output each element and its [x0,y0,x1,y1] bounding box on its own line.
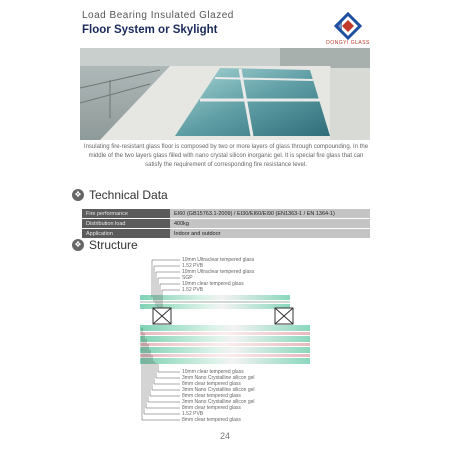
table-row: Distribution load 400kg [82,219,370,229]
logo-icon [322,12,374,42]
structure-callout: 1.52 PVB [182,263,204,269]
structure-callout: 1.52 PVB [182,287,204,293]
intro-paragraph: Insulating fire-resistant glass floor is composed by two or more layers of glass through compounding. In the middle of the two layers glass filled with nano crystal silicon inorganic gel. It is special fire glass that can satisfy the requirement of corresponding fire resistance level. [83,144,369,168]
skylight-photo [80,48,370,140]
table-row: Application Indoor and outdoor [82,229,370,239]
page-number: 24 [219,431,230,441]
structure-callout: 8mm clear tempered glass [182,405,241,411]
technical-data-heading: ❖ Technical Data [72,188,168,202]
structure-callout: 3mm Nano Crystalline silicon gel [182,399,255,405]
structure-heading: ❖ Structure [72,238,138,252]
technical-data-table [82,209,370,239]
document-subtitle: Load Bearing Insulated Glazed [82,10,234,21]
structure-callout: 8mm clear tempered glass [182,393,241,399]
structure-callout: 10mm Ultraclear tempered glass [182,269,255,275]
company-logo [322,12,374,50]
structure-callout: 8mm clear tempered glass [182,381,241,387]
structure-callout: 10mm Ultraclear tempered glass [182,257,255,263]
structure-diagram [130,255,320,430]
structure-callout: 8mm clear tempered glass [182,417,241,423]
structure-callout: 1.52 PVB [182,411,204,417]
section-bullet-icon: ❖ [72,239,84,251]
structure-callout: 10mm clear tempered glass [182,281,244,287]
structure-callout: SGP [182,275,193,281]
logo-text: DONGYI GLASS [326,40,370,46]
document-title: Floor System or Skylight [82,24,218,36]
structure-callout: 3mm Nano Crystalline silicon gel [182,375,255,381]
table-row: Fire performance EI60 (GB15763.1-2009) / EI30/EI60/EI90 (EN1363-1 / EN 1364-1) [82,209,370,219]
structure-callout: 3mm Nano Crystalline silicon gel [182,387,255,393]
structure-callout: 10mm clear tempered glass [182,369,244,375]
section-bullet-icon: ❖ [72,189,84,201]
